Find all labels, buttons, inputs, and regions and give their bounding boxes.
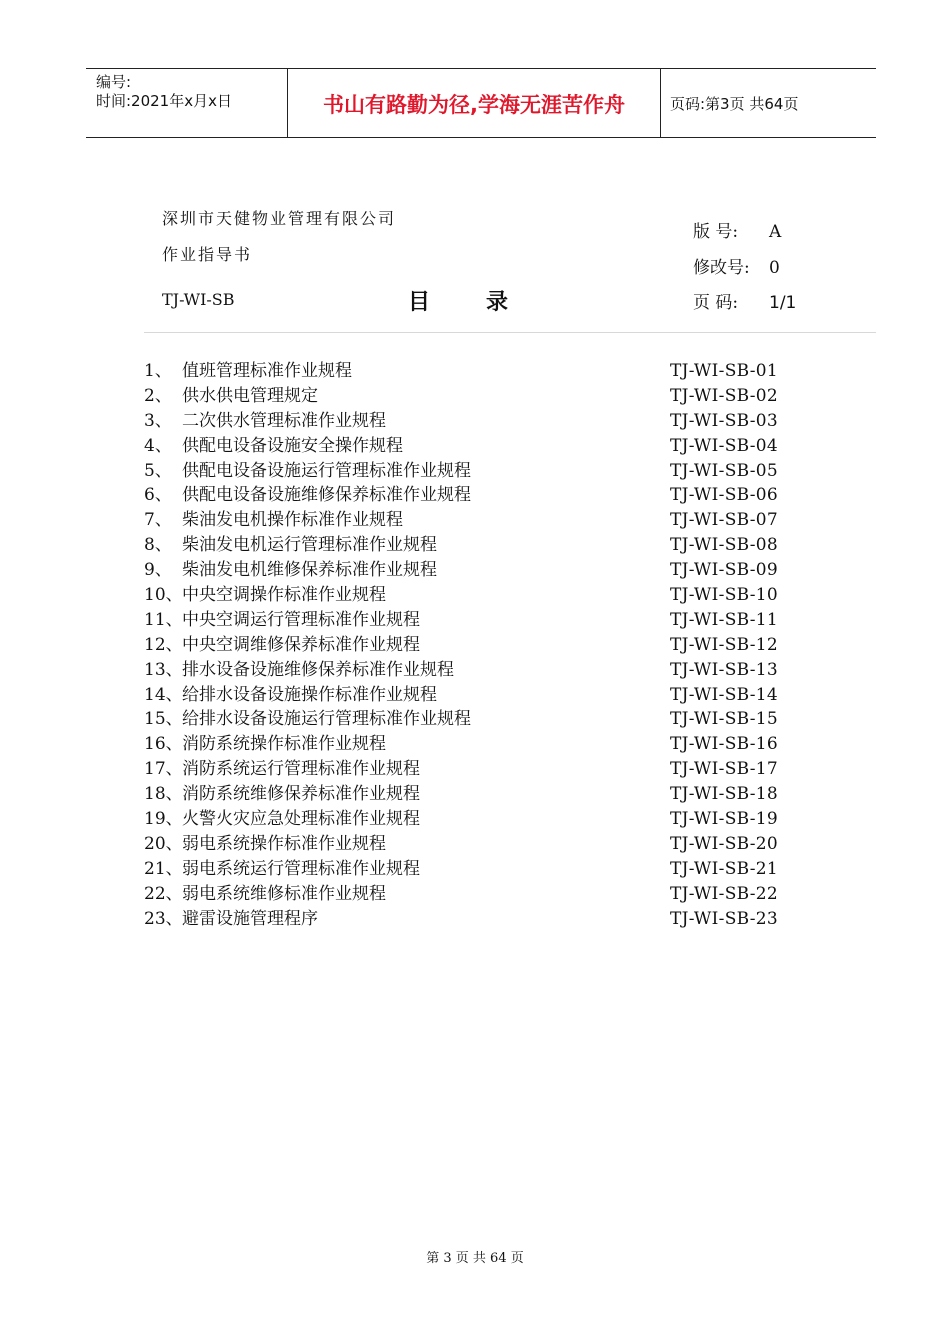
toc-entry-number: 16、 (144, 734, 183, 755)
toc-entry-code: TJ-WI-SB-14 (670, 684, 779, 705)
toc-entry-number: 22、 (144, 883, 183, 904)
meta-key: 修改号: (693, 258, 750, 278)
toc-entry-code: TJ-WI-SB-08 (670, 535, 779, 556)
toc-entry (144, 558, 804, 583)
toc-entry-code: TJ-WI-SB-20 (670, 833, 779, 854)
toc-entry (144, 633, 804, 658)
toc-entry-code: TJ-WI-SB-01 (670, 361, 779, 381)
toc-entry-title: 柴油发电机操作标准作业规程 (182, 510, 403, 531)
toc-entry-title: 供配电设备设施维修保养标准作业规程 (182, 485, 471, 506)
toc-entry-number: 21、 (144, 858, 183, 879)
toc-entry-title: 中央空调运行管理标准作业规程 (182, 609, 420, 630)
toc-entry-title: 供水供电管理规定 (182, 385, 318, 406)
toc-entry-number: 6、 (144, 485, 172, 506)
toc-entry-number: 10、 (144, 585, 183, 606)
toc-entry (144, 583, 804, 608)
toc-entry-title: 柴油发电机运行管理标准作业规程 (182, 535, 437, 556)
header-divider (660, 69, 661, 137)
toc-entry (144, 832, 804, 857)
meta-value: 1/1 (769, 293, 797, 313)
toc-entry (144, 907, 804, 932)
toc-entry-title: 排水设备设施维修保养标准作业规程 (182, 659, 454, 680)
toc-entry-title: 避雷设施管理程序 (182, 908, 318, 929)
document-type: 作业指导书 (162, 245, 253, 264)
toc-entry-title: 弱电系统运行管理标准作业规程 (182, 858, 420, 879)
meta-page (693, 288, 796, 313)
toc-entry-number: 3、 (144, 410, 172, 431)
toc-entry-title: 中央空调操作标准作业规程 (182, 585, 386, 606)
toc-entry (144, 409, 804, 434)
page-footer: 第 3 页 共 64 页 (426, 1251, 524, 1266)
toc-entry-number: 4、 (144, 435, 172, 456)
toc-entry-title: 给排水设备设施运行管理标准作业规程 (182, 709, 471, 730)
toc-entry-number: 11、 (144, 609, 183, 630)
toc-entry-code: TJ-WI-SB-11 (670, 609, 779, 630)
toc-entry-number: 14、 (144, 684, 183, 705)
toc-entry-number: 12、 (144, 634, 183, 655)
toc-entry-number: 19、 (144, 809, 183, 830)
toc-entry (144, 434, 804, 459)
meta-value: 0 (769, 258, 780, 278)
toc-entry-title: 值班管理标准作业规程 (182, 361, 352, 381)
toc-entry (144, 807, 804, 832)
toc-entry (144, 533, 804, 558)
toc-entry-number: 9、 (144, 560, 172, 581)
document-code: TJ-WI-SB (162, 290, 235, 309)
number-label: 编号: (96, 73, 132, 91)
toc-entry-code: TJ-WI-SB-09 (670, 560, 779, 581)
toc-entry (144, 608, 804, 633)
toc-entry (144, 683, 804, 708)
toc-entry (144, 658, 804, 683)
toc-entry (144, 782, 804, 807)
toc-entry-title: 给排水设备设施操作标准作业规程 (182, 684, 437, 705)
table-of-contents (144, 359, 804, 931)
toc-entry-title: 中央空调维修保养标准作业规程 (182, 634, 420, 655)
toc-entry-code: TJ-WI-SB-18 (670, 784, 779, 805)
toc-entry-title: 供配电设备设施运行管理标准作业规程 (182, 460, 471, 481)
toc-entry-title: 火警火灾应急处理标准作业规程 (182, 809, 420, 830)
toc-entry (144, 857, 804, 882)
toc-entry-code: TJ-WI-SB-07 (670, 510, 779, 531)
toc-entry-number: 5、 (144, 460, 172, 481)
toc-entry-title: 供配电设备设施安全操作规程 (182, 435, 403, 456)
toc-entry-code: TJ-WI-SB-02 (670, 385, 779, 406)
toc-entry-code: TJ-WI-SB-06 (670, 485, 779, 506)
toc-entry-number: 13、 (144, 659, 183, 680)
toc-entry-code: TJ-WI-SB-16 (670, 734, 779, 755)
toc-entry-code: TJ-WI-SB-13 (670, 659, 779, 680)
company-name: 深圳市天健物业管理有限公司 (162, 209, 397, 228)
meta-key: 版 号: (693, 222, 739, 242)
toc-entry (144, 459, 804, 484)
header-info (96, 73, 286, 111)
toc-entry-number: 20、 (144, 833, 183, 854)
toc-entry-title: 二次供水管理标准作业规程 (182, 410, 386, 431)
toc-entry-number: 7、 (144, 510, 172, 531)
toc-entry-number: 18、 (144, 784, 183, 805)
toc-entry-number: 8、 (144, 535, 172, 556)
header-motto: 书山有路勤为径,学海无涯苦作舟 (323, 93, 625, 117)
toc-entry-title: 消防系统运行管理标准作业规程 (182, 759, 420, 780)
toc-entry-title: 弱电系统维修标准作业规程 (182, 883, 386, 904)
toc-entry-code: TJ-WI-SB-10 (670, 585, 779, 606)
divider-line (144, 332, 876, 333)
toc-entry-code: TJ-WI-SB-03 (670, 410, 779, 431)
page-title: 目录 (408, 290, 565, 315)
toc-entry-code: TJ-WI-SB-22 (670, 883, 779, 904)
toc-entry-number: 15、 (144, 709, 183, 730)
toc-entry-code: TJ-WI-SB-19 (670, 809, 779, 830)
toc-entry (144, 384, 804, 409)
toc-entry (144, 757, 804, 782)
toc-entry-code: TJ-WI-SB-15 (670, 709, 779, 730)
toc-entry (144, 508, 804, 533)
toc-entry-code: TJ-WI-SB-23 (670, 908, 779, 929)
toc-entry-code: TJ-WI-SB-05 (670, 460, 779, 481)
header-box (86, 68, 876, 138)
toc-entry-number: 2、 (144, 385, 172, 406)
meta-key: 页 码: (693, 293, 739, 313)
toc-entry-number: 23、 (144, 908, 183, 929)
toc-entry (144, 882, 804, 907)
meta-version (693, 217, 781, 242)
time-label: 时间:2021年x月x日 (96, 92, 232, 110)
toc-entry (144, 732, 804, 757)
toc-entry-title: 弱电系统操作标准作业规程 (182, 833, 386, 854)
toc-entry-code: TJ-WI-SB-04 (670, 435, 779, 456)
toc-entry-number: 17、 (144, 759, 183, 780)
meta-revision (693, 253, 780, 278)
toc-entry-code: TJ-WI-SB-21 (670, 858, 779, 879)
toc-entry-number: 1、 (144, 361, 172, 381)
header-page-info: 页码:第3页 共64页 (670, 95, 799, 113)
toc-entry (144, 707, 804, 732)
toc-entry-title: 柴油发电机维修保养标准作业规程 (182, 560, 437, 581)
toc-entry-title: 消防系统维修保养标准作业规程 (182, 784, 420, 805)
toc-entry (144, 359, 804, 384)
toc-entry-code: TJ-WI-SB-17 (670, 759, 779, 780)
meta-value: A (769, 222, 782, 242)
toc-entry-title: 消防系统操作标准作业规程 (182, 734, 386, 755)
toc-entry-code: TJ-WI-SB-12 (670, 634, 779, 655)
toc-entry (144, 483, 804, 508)
